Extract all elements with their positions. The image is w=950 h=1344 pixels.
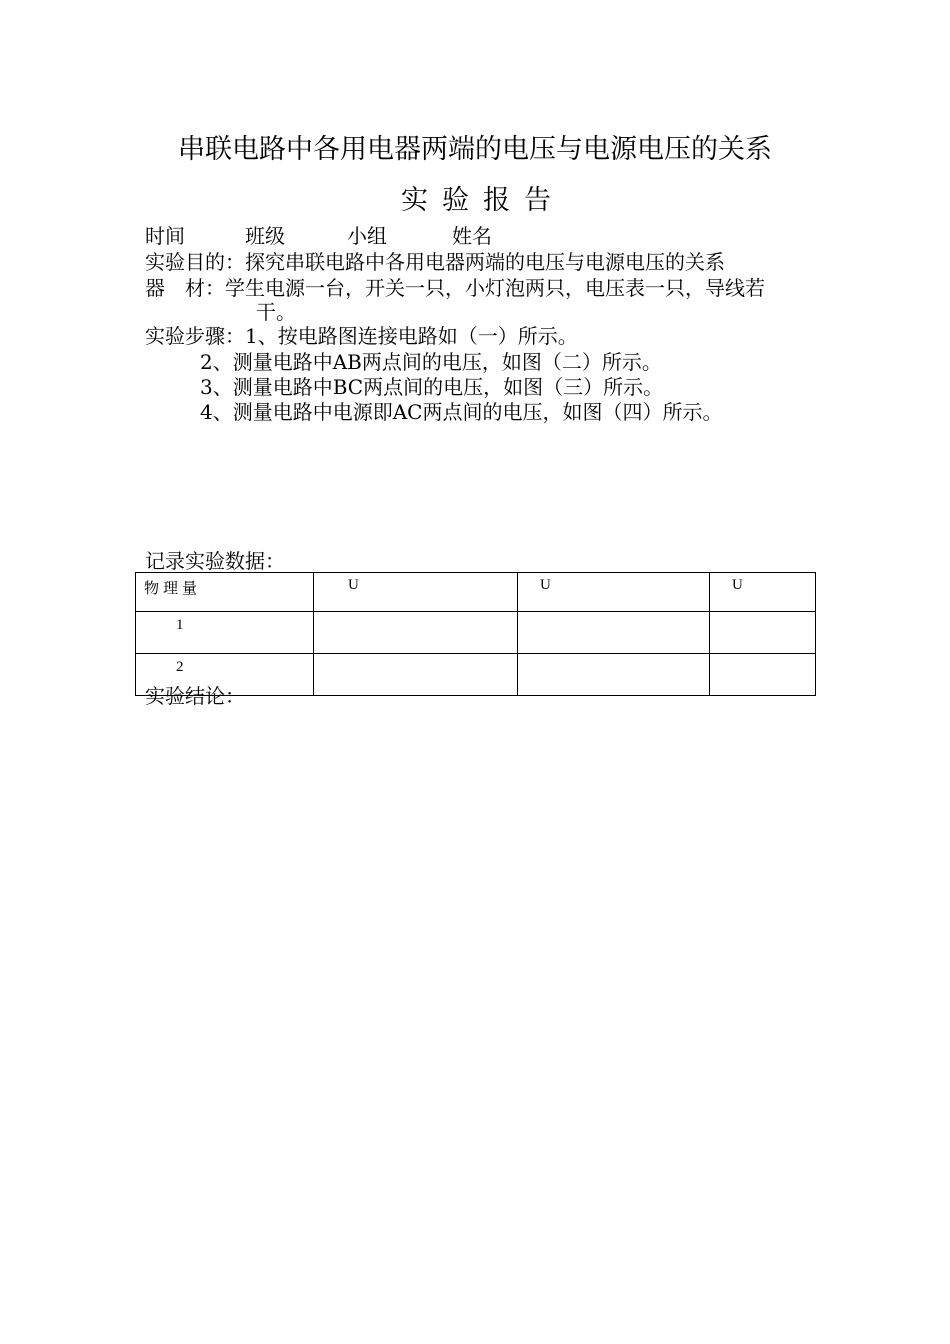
row-index-cell: 1 [136, 612, 314, 654]
data-cell[interactable] [710, 612, 816, 654]
data-cell[interactable] [314, 612, 518, 654]
data-cell[interactable] [314, 654, 518, 696]
data-cell[interactable] [518, 612, 710, 654]
table-row [136, 612, 816, 654]
time-label: 时间 [145, 224, 185, 248]
header-cell-quantity: 物理量 [136, 573, 314, 612]
data-cell[interactable] [518, 654, 710, 696]
step-2: 2、测量电路中AB两点间的电压，如图（二）所示。 [200, 350, 662, 374]
data-table [135, 572, 816, 696]
step-1: 实验步骤：1、按电路图连接电路如（一）所示。 [145, 324, 578, 348]
header-cell-u3: U [710, 573, 816, 612]
materials-line-1: 器 材：学生电源一台，开关一只，小灯泡两只，电压表一只，导线若 [145, 276, 765, 300]
header-cell-u2: U [518, 573, 710, 612]
purpose-line: 实验目的：探究串联电路中各用电器两端的电压与电源电压的关系 [145, 250, 725, 274]
data-section-label: 记录实验数据： [145, 549, 285, 573]
report-title: 串联电路中各用电器两端的电压与电源电压的关系 [178, 134, 772, 165]
meta-row [145, 223, 492, 249]
row-index-cell: 2 [136, 654, 314, 696]
class-label: 班级 [245, 224, 285, 248]
conclusion-label: 实验结论： [145, 684, 245, 708]
group-label: 小组 [347, 224, 387, 248]
data-cell[interactable] [710, 654, 816, 696]
materials-line-2: 干。 [256, 300, 296, 324]
step-3: 3、测量电路中BC两点间的电压，如图（三）所示。 [200, 375, 664, 399]
step-4: 4、测量电路中电源即AC两点间的电压，如图（四）所示。 [200, 400, 723, 424]
name-label: 姓名 [452, 224, 492, 248]
report-subtitle: 实验报告 [401, 185, 565, 216]
table-header-row [136, 573, 816, 612]
header-cell-u1: U [314, 573, 518, 612]
